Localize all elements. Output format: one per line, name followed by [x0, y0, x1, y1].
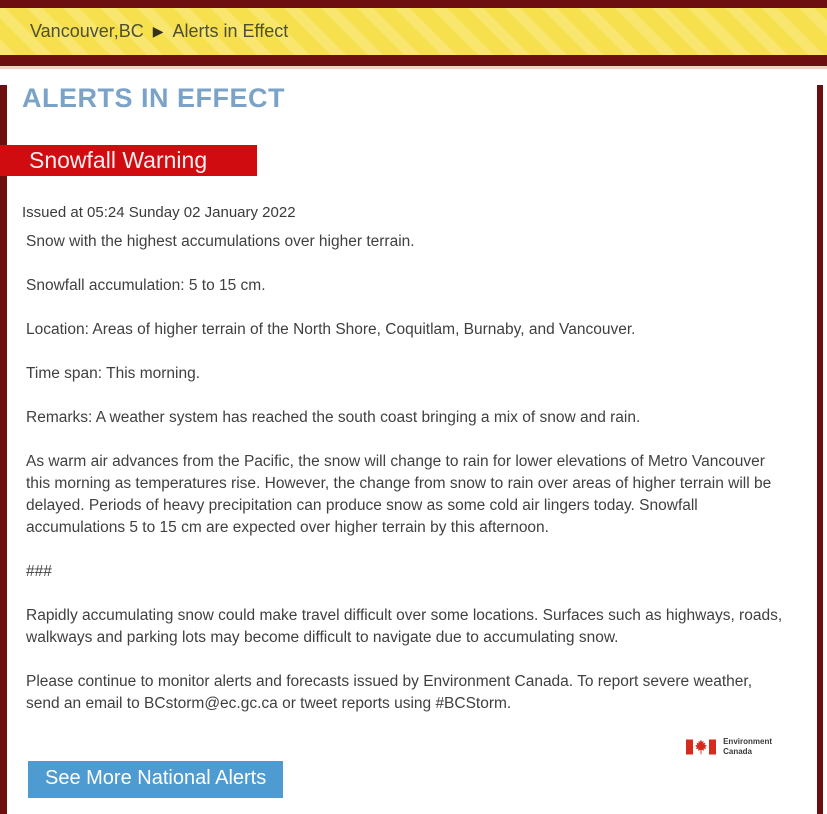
environment-canada-logo [686, 737, 772, 757]
header-banner [0, 0, 827, 66]
alert-type-banner [0, 145, 257, 176]
alert-paragraph: As warm air advances from the Pacific, the snow will change to rain for lower elevations of Metro Vancouver this morning as temperatures rise. However, the change from snow to rain over areas of higher terrain will be delayed. Periods of heavy precipitation can produce snow as some cold air lingers today. Snowfall accumulations 5 to 15 cm are expected over higher terrain by this afternoon. [26, 453, 772, 536]
alert-paragraph: Please continue to monitor alerts and forecasts issued by Environment Canada. To report severe weather, send an email to BCstorm@ec.gc.ca or tweet reports using #BCStorm. [26, 673, 753, 712]
alert-paragraph: Rapidly accumulating snow could make travel difficult over some locations. Surfaces such as highways, roads, walkways and parking lots may become difficult to navigate due to accumulating snow. [26, 607, 783, 646]
alert-page [0, 85, 823, 814]
logo-line1: Environment [723, 737, 772, 746]
alert-paragraph: Time span: This morning. [26, 365, 201, 382]
alert-paragraph: ### [26, 563, 52, 580]
breadcrumb [30, 21, 288, 42]
footer [7, 737, 817, 757]
alert-paragraph: Snowfall accumulation: 5 to 15 cm. [26, 277, 266, 294]
page-title: ALERTS IN EFFECT [22, 83, 285, 113]
logo-wordmark [723, 737, 772, 757]
see-more-national-alerts-button[interactable]: See More National Alerts [28, 761, 283, 798]
alert-paragraph: Snow with the highest accumulations over higher terrain. [26, 233, 415, 250]
logo-line2: Canada [723, 747, 752, 756]
breadcrumb-current[interactable]: Alerts in Effect [172, 21, 289, 41]
alert-type-label: Snowfall Warning [29, 147, 208, 173]
canada-flag-icon [686, 739, 716, 755]
breadcrumb-location[interactable]: Vancouver,BC [30, 21, 144, 41]
alert-paragraph: Remarks: A weather system has reached the south coast bringing a mix of snow and rain. [26, 409, 641, 426]
alert-paragraph: Location: Areas of higher terrain of the North Shore, Coquitlam, Burnaby, and Vancouver. [26, 321, 636, 338]
breadcrumb-arrow-icon: ▶ [152, 23, 164, 39]
header-divider [0, 66, 827, 69]
issued-timestamp: Issued at 05:24 Sunday 02 January 2022 [22, 204, 296, 221]
alert-body [7, 221, 817, 715]
